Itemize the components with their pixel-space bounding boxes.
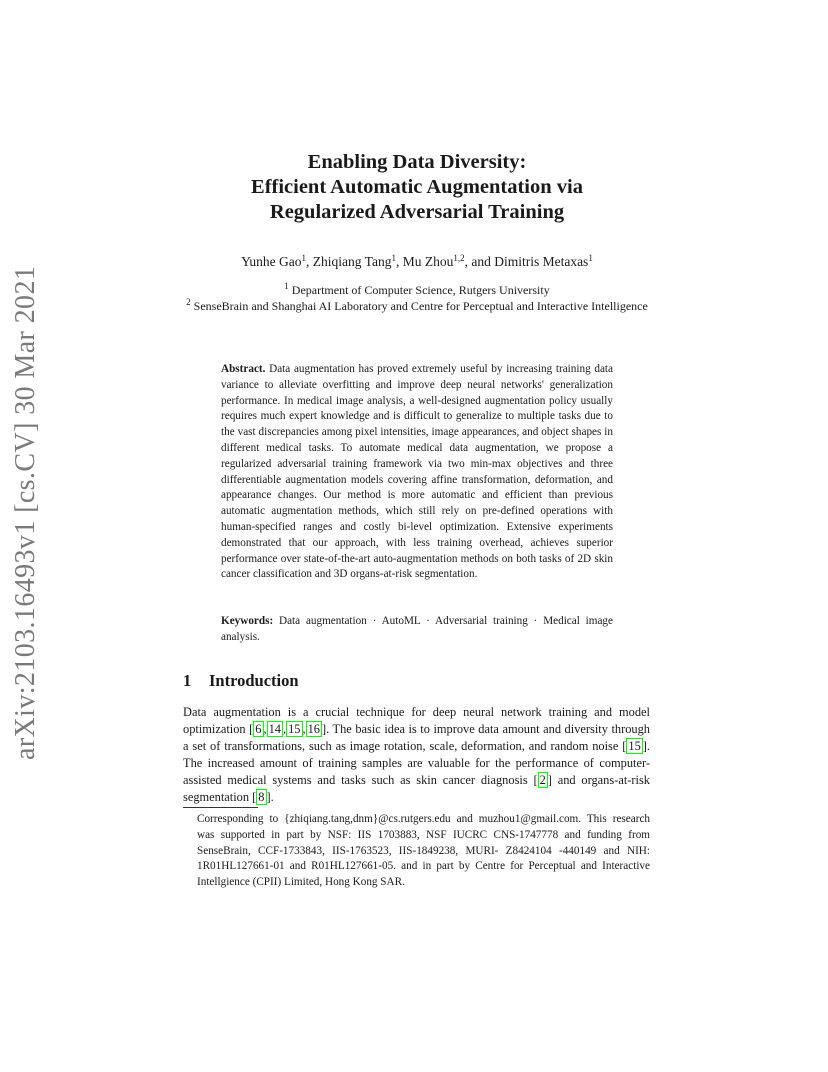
keywords [221,614,613,646]
intro-text: ] and organs-at-risk segmentation [ [183,773,650,805]
citation-link[interactable]: 8 [258,790,265,805]
abstract-text: Data augmentation has proved extremely useful by increasing training data variance to alleviate overfitting and improve deep neural networks' generalization performance. In medical image analysis, a well-designed augmentation policy usually requires much expert knowledge and is difficult to generalize to multiple tasks due to the vast discrepancies among pixel intensities, image appearances, and object shapes in different medical tasks. To automate medical data augmentation, we propose a regularized adversarial training framework via two min-max objectives and three differentiable augmentation models covering affine transformation, deformation, and appearance changes. Our method is more automatic and efficient than previous automatic augmentation methods, which still rely on pre-defined operations with human-specified ranges and costly bi-level optimization. Extensive experiments demonstrated that our approach, with less training overhead, achieves superior performance over state-of-the-art auto-augmentation methods on both tasks of 2D skin cancer classification and 3D organs-at-risk segmentation. [221,363,614,581]
author-affiliation-mark: 1 [391,253,396,263]
citation-link[interactable]: 15 [288,722,301,737]
affiliation-text: SenseBrain and Shanghai AI Laboratory and Centre for Perceptual and Interactive Intelligence [193,299,648,313]
author-name: Yunhe Gao [241,254,302,269]
keywords-text: Data augmentation · AutoML · Adversarial training · Medical image analysis. [221,615,613,643]
intro-text: ]. The increased amount of training samples are valuable for the performance of computer-assisted medical systems and tasks such as skin cancer diagnosis [ [183,739,650,788]
footnote-rule [183,807,258,808]
author-list [120,254,714,270]
keywords-label: Keywords: [221,615,274,627]
title-line: Efficient Automatic Augmentation via [251,176,583,198]
author-affiliation-mark: 1 [301,253,307,263]
abstract-label: Abstract. [221,363,266,375]
citation-link[interactable]: 15 [628,739,641,754]
author-name: Dimitris Metaxas [494,254,589,269]
introduction-paragraph: Data augmentation is a crucial technique for deep neural network training and model optimization [ 6 , 14 , 15 , 16 ]. The basic idea is to improve data amount and diversity through a set of transformations, such as image rotation, scale, deformation, and random noise [ 15 ]. The increased amount of training samples are valuable for the performance of computer-assisted medical systems and tasks such as skin cancer diagnosis [ 2 ] and organs-at-risk segmentation [ 8 ]. [183,705,650,805]
section-number: 1 [183,671,192,690]
author-separator: , [395,254,403,269]
intro-text: Data augmentation is a crucial technique for deep neural network training and model optimization [ [183,705,650,737]
title-line: Regularized Adversarial Training [269,201,565,223]
author-separator: , [306,254,313,269]
intro-text: ]. [266,790,274,805]
arxiv-identifier: arXiv:2103.16493v1 [cs.CV] 30 Mar 2021 [10,265,41,760]
section-heading [183,671,299,691]
author-name: Mu Zhou [402,254,454,269]
affiliation-2 [140,298,694,314]
affiliations [140,282,694,314]
citation-link[interactable]: 2 [539,773,546,788]
intro-text: ]. The basic idea is to improve data amount and diversity through a set of transformations, such as image rotation, scale, deformation, and random noise [ [183,722,650,754]
title-line: Enabling Data Diversity: [307,151,527,173]
author-name: Zhiqiang Tang [312,254,392,269]
citation-link[interactable]: 16 [307,722,320,737]
affiliation-1 [140,282,694,298]
citation-link[interactable]: 6 [255,722,262,737]
paper-title [120,150,714,225]
author-separator: , and [464,254,495,269]
author-affiliation-mark: 1 [588,253,593,263]
abstract [221,362,613,583]
citation-link[interactable]: 14 [268,722,281,737]
author-affiliation-mark: 1,2 [453,253,465,263]
affiliation-text: Department of Computer Science, Rutgers University [291,283,550,297]
affiliation-mark: 1 [284,281,289,291]
section-title: Introduction [209,671,299,690]
affiliation-mark: 2 [186,297,191,307]
footnote: Corresponding to {zhiqiang.tang,dnm}@cs.rutgers.edu and muzhou1@gmail.com. This research was supported in part by NSF: IIS 1703883, NSF IUCRC CNS-1747778 and funding from SenseBrain, CCF-1733843, IIS-1763523, IIS-1849238, MURI- Z8424104 -440149 and NIH: 1R01HL127661-01 and R01HL127661-05. and in part by Centre for Perceptual and Interactive Intellgience (CPII) Limited, Hong Kong SAR. [197,813,650,889]
